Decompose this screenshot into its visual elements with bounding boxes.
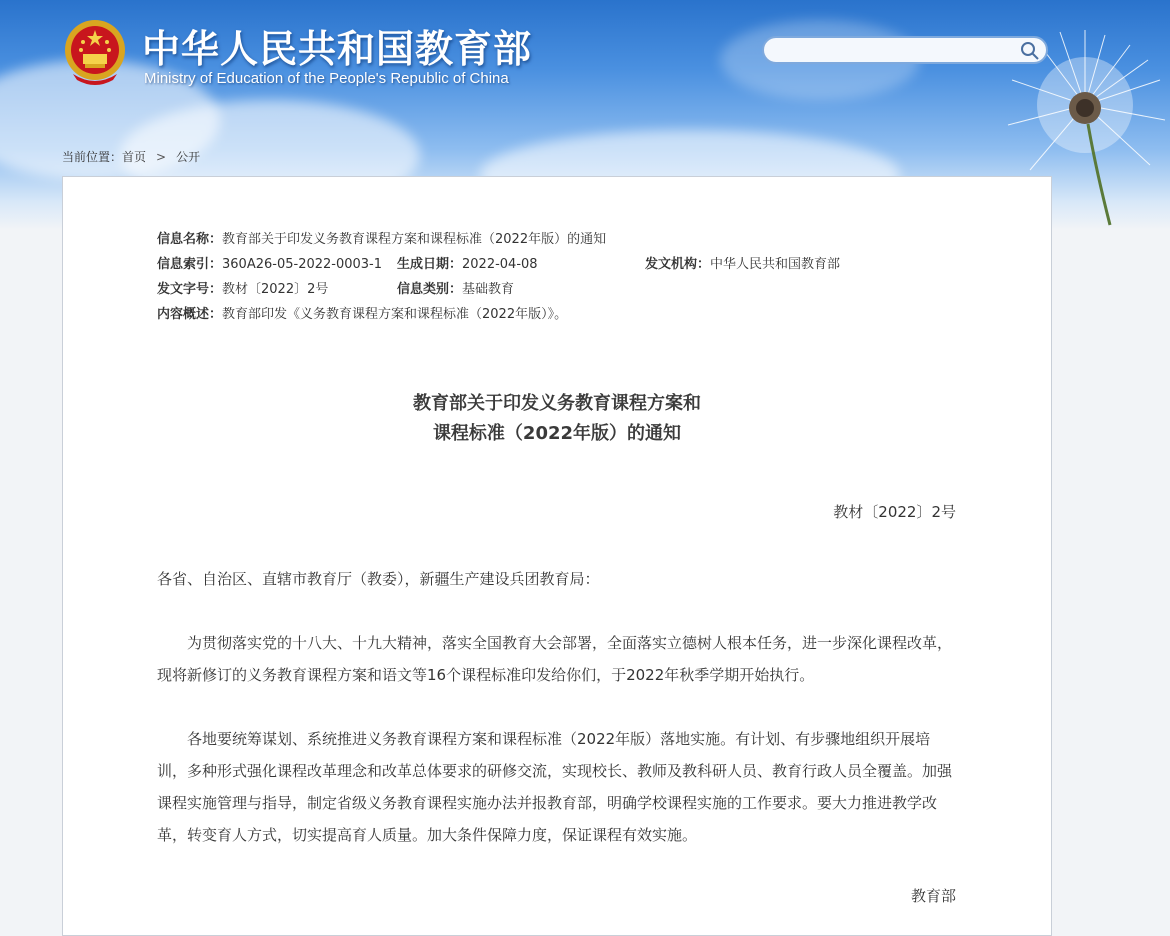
document-salutation: 各省、自治区、直辖市教育厅（教委），新疆生产建设兵团教育局：	[157, 570, 600, 588]
info-date-value: 2022-04-08	[462, 257, 538, 272]
document-title-line2: 课程标准（2022年版）的通知	[432, 423, 682, 444]
info-category-value: 基础教育	[462, 282, 515, 297]
document-paragraph-1: 为贯彻落实党的十八大、十九大精神，落实全国教育大会部署，全面落实立德树人根本任务，进一步深化课程改革，现将新修订的义务教育课程方案和语文等16个课程标准印发给你们，于2022年秋季学期开始执行。	[157, 634, 953, 684]
document-title-line1: 教育部关于印发义务教育课程方案和	[413, 393, 701, 414]
document-number: 教材〔2022〕2号	[833, 503, 956, 521]
info-name-value: 教育部关于印发义务教育课程方案和课程标准（2022年版）的通知	[222, 232, 607, 247]
document-title	[63, 389, 1051, 449]
info-row-summary	[157, 302, 606, 327]
info-table	[157, 227, 841, 327]
document-panel	[62, 176, 1052, 936]
info-index-label: 信息索引：	[157, 257, 223, 272]
breadcrumb-separator: >	[156, 149, 167, 164]
info-summary-value: 教育部印发《义务教育课程方案和课程标准（2022年版）》。	[222, 307, 568, 322]
info-summary-label: 内容概述：	[157, 307, 223, 322]
search-input[interactable]	[762, 36, 1048, 64]
info-row-name	[157, 227, 606, 252]
document-signer: 教育部	[910, 887, 956, 905]
info-date-label: 生成日期：	[397, 257, 463, 272]
site-title: 中华人民共和国教育部	[142, 27, 533, 71]
breadcrumb	[62, 148, 200, 165]
info-agency-label: 发文机构：	[645, 257, 711, 272]
info-index-value: 360A26-05-2022-0003-1	[222, 257, 383, 272]
breadcrumb-prefix: 当前位置：	[62, 150, 123, 164]
site-subtitle: Ministry of Education of the People's Republic of China	[144, 70, 509, 87]
search-icon[interactable]	[1020, 41, 1040, 61]
breadcrumb-public[interactable]: 公开	[176, 150, 201, 164]
info-category-label: 信息类别：	[397, 282, 463, 297]
national-emblem-icon	[63, 18, 127, 86]
info-agency-value: 中华人民共和国教育部	[710, 257, 841, 272]
info-name-label: 信息名称：	[157, 232, 223, 247]
breadcrumb-home[interactable]: 首页	[122, 150, 147, 164]
info-docno-label: 发文字号：	[157, 282, 223, 297]
info-docno-value: 教材〔2022〕2号	[222, 282, 329, 297]
document-paragraph-2: 各地要统筹谋划、系统推进义务教育课程方案和课程标准（2022年版）落地实施。有计划、有步骤地组织开展培训，多种形式强化课程改革理念和改革总体要求的研修交流，实现校长、教师及教科研人员、教育行政人员全覆盖。加强课程实施管理与指导，制定省级义务教育课程实施办法并报教育部，明确学校课程实施的工作要求。要大力推进教学改革，转变育人方式，切实提高育人质量。加大条件保障力度，保证课程有效实施。	[157, 730, 953, 844]
info-row-docno	[157, 277, 606, 302]
info-row-index	[157, 252, 841, 277]
